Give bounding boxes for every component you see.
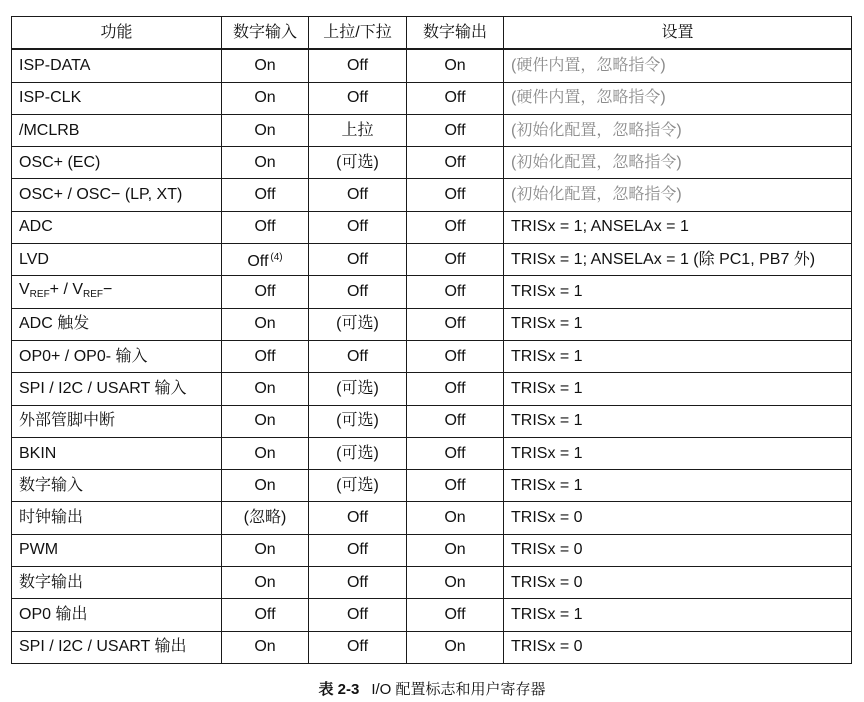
- cell-setting: TRISx = 0: [504, 534, 852, 566]
- function-text-part: + / V: [49, 280, 84, 298]
- cell-pull-up-down: Off: [309, 244, 407, 276]
- cell-setting: (初始化配置，忽略指令): [504, 114, 852, 146]
- cell-digital-output: Off: [407, 244, 504, 276]
- cell-setting: TRISx = 1: [504, 276, 852, 308]
- cell-pull-up-down: Off: [309, 276, 407, 308]
- cell-function: ISP-CLK: [12, 82, 222, 114]
- digital-input-value: On: [254, 379, 276, 397]
- cell-digital-input: [222, 276, 309, 308]
- cell-digital-output: On: [407, 502, 504, 534]
- table-row: [12, 534, 852, 566]
- function-text-part: REF: [83, 288, 104, 300]
- cell-digital-output: Off: [407, 179, 504, 211]
- cell-setting: TRISx = 1: [504, 599, 852, 631]
- io-config-table: [11, 16, 852, 664]
- caption-number: 表 2-3: [318, 681, 360, 698]
- cell-setting: TRISx = 1: [504, 470, 852, 502]
- cell-pull-up-down: Off: [309, 340, 407, 372]
- cell-digital-input: [222, 179, 309, 211]
- cell-setting: (硬件内置，忽略指令): [504, 49, 852, 82]
- cell-function: LVD: [12, 244, 222, 276]
- cell-function: OP0 输出: [12, 599, 222, 631]
- cell-digital-input: [222, 114, 309, 146]
- cell-pull-up-down: Off: [309, 567, 407, 599]
- cell-setting: TRISx = 0: [504, 631, 852, 663]
- digital-input-value: On: [254, 476, 276, 494]
- table-row: [12, 631, 852, 663]
- cell-digital-output: On: [407, 534, 504, 566]
- cell-digital-output: Off: [407, 373, 504, 405]
- cell-digital-output: Off: [407, 114, 504, 146]
- cell-setting: TRISx = 1: [504, 340, 852, 372]
- cell-function: 时钟输出: [12, 502, 222, 534]
- cell-setting: TRISx = 1; ANSELAx = 1: [504, 211, 852, 243]
- cell-pull-up-down: Off: [309, 599, 407, 631]
- cell-pull-up-down: (可选): [309, 147, 407, 179]
- digital-input-value: On: [254, 315, 276, 333]
- digital-input-value: On: [254, 56, 276, 74]
- digital-input-value: Off: [254, 283, 276, 301]
- digital-input-value: Off: [254, 605, 276, 623]
- table-row: [12, 82, 852, 114]
- digital-input-value: On: [254, 638, 276, 656]
- cell-digital-input: [222, 82, 309, 114]
- cell-digital-output: Off: [407, 437, 504, 469]
- table-body: [12, 49, 852, 663]
- cell-digital-output: Off: [407, 405, 504, 437]
- header-pull-up-down: 上拉/下拉: [309, 17, 407, 50]
- table-row: [12, 405, 852, 437]
- cell-setting: TRISx = 1: [504, 405, 852, 437]
- cell-pull-up-down: Off: [309, 82, 407, 114]
- cell-digital-output: Off: [407, 211, 504, 243]
- function-text-part: V: [19, 280, 30, 298]
- digital-input-value: On: [254, 573, 276, 591]
- digital-input-value: On: [254, 541, 276, 559]
- cell-pull-up-down: Off: [309, 179, 407, 211]
- cell-function: 外部管脚中断: [12, 405, 222, 437]
- cell-digital-input: [222, 502, 309, 534]
- cell-pull-up-down: (可选): [309, 437, 407, 469]
- cell-pull-up-down: Off: [309, 631, 407, 663]
- cell-function: /MCLRB: [12, 114, 222, 146]
- footnote-ref: (4): [270, 251, 283, 263]
- cell-digital-input: [222, 470, 309, 502]
- cell-function: ISP-DATA: [12, 49, 222, 82]
- table-row: [12, 276, 852, 308]
- table-header-row: [12, 17, 852, 50]
- cell-pull-up-down: Off: [309, 502, 407, 534]
- cell-digital-input: [222, 631, 309, 663]
- cell-setting: (初始化配置，忽略指令): [504, 179, 852, 211]
- cell-function: OSC+ (EC): [12, 147, 222, 179]
- function-text-part: REF: [29, 288, 50, 300]
- cell-digital-output: Off: [407, 276, 504, 308]
- cell-setting: TRISx = 1: [504, 308, 852, 340]
- table-row: [12, 470, 852, 502]
- cell-pull-up-down: (可选): [309, 308, 407, 340]
- header-digital-input: 数字输入: [222, 17, 309, 50]
- table-row: [12, 340, 852, 372]
- cell-digital-input: [222, 340, 309, 372]
- cell-function: SPI / I2C / USART 输出: [12, 631, 222, 663]
- cell-function: PWM: [12, 534, 222, 566]
- digital-input-value: On: [254, 153, 276, 171]
- cell-function: [12, 276, 222, 308]
- cell-digital-input: [222, 49, 309, 82]
- cell-function: OSC+ / OSC− (LP, XT): [12, 179, 222, 211]
- cell-setting: TRISx = 1: [504, 437, 852, 469]
- cell-pull-up-down: (可选): [309, 470, 407, 502]
- table-row: [12, 114, 852, 146]
- table-row: [12, 567, 852, 599]
- cell-pull-up-down: (可选): [309, 405, 407, 437]
- digital-input-value: On: [254, 121, 276, 139]
- digital-input-value: Off: [254, 186, 276, 204]
- digital-input-value: Off: [247, 252, 269, 270]
- table-row: [12, 308, 852, 340]
- cell-digital-output: Off: [407, 340, 504, 372]
- cell-digital-output: Off: [407, 82, 504, 114]
- cell-setting: TRISx = 1; ANSELAx = 1 (除 PC1, PB7 外): [504, 244, 852, 276]
- cell-digital-input: [222, 211, 309, 243]
- cell-pull-up-down: 上拉: [309, 114, 407, 146]
- table-row: [12, 244, 852, 276]
- cell-digital-input: [222, 147, 309, 179]
- cell-pull-up-down: Off: [309, 534, 407, 566]
- cell-digital-output: On: [407, 631, 504, 663]
- cell-function: ADC 触发: [12, 308, 222, 340]
- cell-setting: (初始化配置，忽略指令): [504, 147, 852, 179]
- cell-digital-input: [222, 599, 309, 631]
- digital-input-value: On: [254, 89, 276, 107]
- table-row: [12, 49, 852, 82]
- cell-setting: TRISx = 0: [504, 502, 852, 534]
- header-digital-output: 数字输出: [407, 17, 504, 50]
- cell-digital-input: [222, 405, 309, 437]
- cell-setting: (硬件内置，忽略指令): [504, 82, 852, 114]
- cell-function: ADC: [12, 211, 222, 243]
- cell-digital-input: [222, 244, 309, 276]
- cell-digital-output: On: [407, 49, 504, 82]
- cell-function: 数字输入: [12, 470, 222, 502]
- cell-digital-input: [222, 437, 309, 469]
- cell-function: 数字输出: [12, 567, 222, 599]
- digital-input-value: (忽略): [243, 509, 287, 527]
- cell-function: SPI / I2C / USART 输入: [12, 373, 222, 405]
- cell-digital-output: On: [407, 567, 504, 599]
- cell-digital-input: [222, 373, 309, 405]
- cell-function: BKIN: [12, 437, 222, 469]
- table-row: [12, 599, 852, 631]
- digital-input-value: Off: [254, 218, 276, 236]
- caption-title: I/O 配置标志和用户寄存器: [371, 681, 546, 698]
- cell-digital-output: Off: [407, 308, 504, 340]
- cell-digital-input: [222, 534, 309, 566]
- digital-input-value: On: [254, 412, 276, 430]
- cell-setting: TRISx = 1: [504, 373, 852, 405]
- table-row: [12, 373, 852, 405]
- digital-input-value: On: [254, 444, 276, 462]
- cell-digital-output: Off: [407, 470, 504, 502]
- table-caption: [0, 678, 864, 699]
- table-row: [12, 437, 852, 469]
- table-row: [12, 211, 852, 243]
- cell-digital-input: [222, 308, 309, 340]
- header-function: 功能: [12, 17, 222, 50]
- table-row: [12, 502, 852, 534]
- cell-pull-up-down: Off: [309, 211, 407, 243]
- cell-pull-up-down: (可选): [309, 373, 407, 405]
- cell-pull-up-down: Off: [309, 49, 407, 82]
- cell-digital-output: Off: [407, 599, 504, 631]
- cell-digital-output: Off: [407, 147, 504, 179]
- header-setting: 设置: [504, 17, 852, 50]
- table-row: [12, 147, 852, 179]
- table-row: [12, 179, 852, 211]
- cell-setting: TRISx = 0: [504, 567, 852, 599]
- cell-digital-input: [222, 567, 309, 599]
- function-text-part: −: [103, 280, 113, 298]
- digital-input-value: Off: [254, 347, 276, 365]
- cell-function: OP0+ / OP0- 输入: [12, 340, 222, 372]
